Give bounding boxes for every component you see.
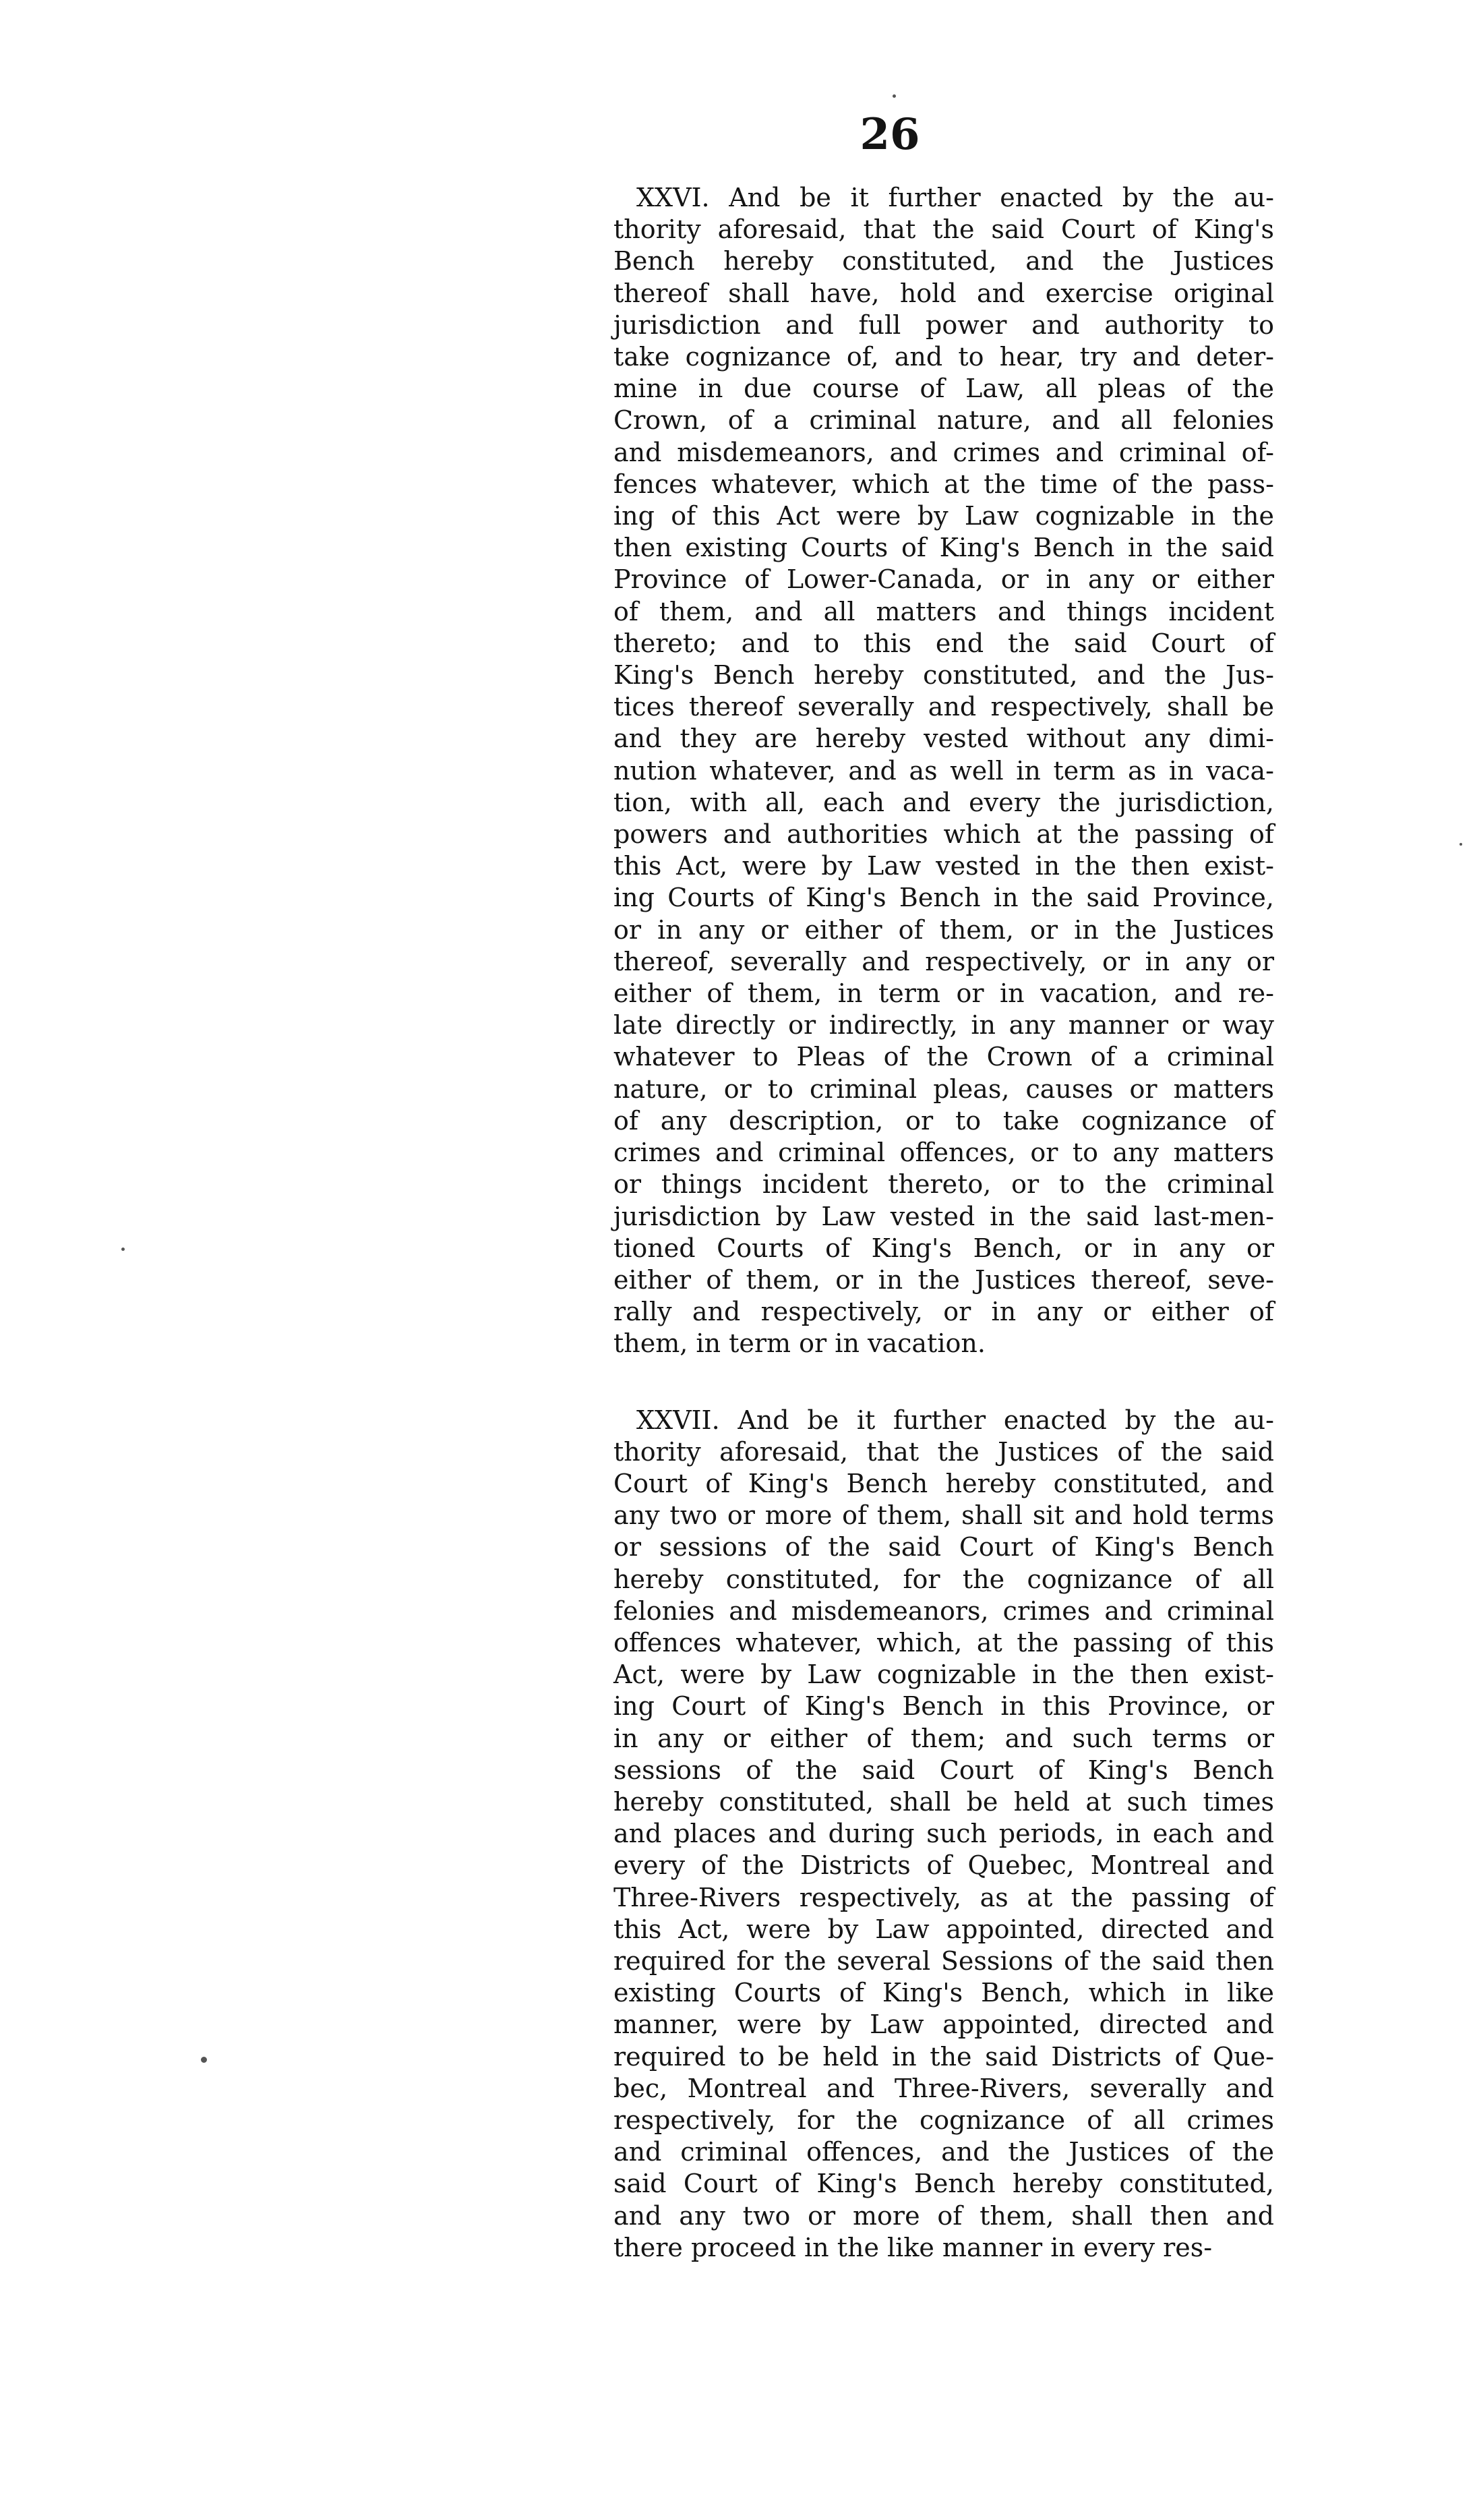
text-line: Province of Lower-Canada, or in any or either [613, 564, 1274, 595]
text-line: thereof, severally and respectively, or in any or [613, 946, 1274, 976]
section-xxvi [613, 182, 1274, 1360]
text-line: ing Court of King's Bench in this Province, or [613, 1691, 1274, 1722]
text-line: jurisdiction by Law vested in the said last-men- [613, 1201, 1274, 1231]
text-line: then existing Courts of King's Bench in the said [613, 533, 1274, 563]
text-line: of them, and all matters and things incident [613, 596, 1274, 626]
scan-speck [893, 94, 896, 98]
text-line: or in any or either of them, or in the Justices [613, 914, 1274, 945]
text-line: or sessions of the said Court of King's Bench [613, 1532, 1274, 1562]
text-line: bec, Montreal and Three-Rivers, severally and [613, 2073, 1274, 2103]
text-line: thereof shall have, hold and exercise original [613, 278, 1274, 308]
text-line: ing Courts of King's Bench in the said Province, [613, 883, 1274, 913]
text-line: jurisdiction and full power and authority to [613, 310, 1274, 340]
text-line: ing of this Act were by Law cognizable in the [613, 501, 1274, 531]
text-line: tioned Courts of King's Bench, or in any or [613, 1233, 1274, 1263]
text-line: required to be held in the said Districts of Que- [613, 2041, 1274, 2072]
text-line: powers and authorities which at the passing of [613, 819, 1274, 850]
text-line: them, in term or in vacation. [613, 1328, 986, 1359]
text-line: King's Bench hereby constituted, and the Jus- [613, 660, 1274, 691]
text-line: sessions of the said Court of King's Bench [613, 1755, 1274, 1785]
text-line: thereto; and to this end the said Court of [613, 628, 1274, 658]
text-line: take cognizance of, and to hear, try and deter- [613, 342, 1274, 372]
text-line: XXVI. And be it further enacted by the au- [636, 183, 1274, 212]
text-column [613, 182, 1274, 2264]
text-line: Three-Rivers respectively, as at the passing of [613, 1882, 1274, 1912]
text-line: said Court of King's Bench hereby constituted, [613, 2169, 1274, 2199]
text-line: offences whatever, which, at the passing of this [613, 1627, 1274, 1658]
text-line: and they are hereby vested without any dimi- [613, 724, 1274, 754]
text-line: crimes and criminal offences, or to any matters [613, 1138, 1274, 1168]
text-line: Court of King's Bench hereby constituted, and [613, 1468, 1274, 1498]
text-line: either of them, in term or in vacation, and re- [613, 978, 1274, 1009]
text-line: tices thereof severally and respectively, shall be [613, 692, 1274, 722]
text-line: hereby constituted, for the cognizance of all [613, 1564, 1274, 1594]
page-number: 26 [860, 109, 920, 160]
text-line: this Act, were by Law appointed, directed and [613, 1914, 1274, 1944]
text-line: this Act, were by Law vested in the then exist- [613, 851, 1274, 881]
text-line: whatever to Pleas of the Crown of a criminal [613, 1042, 1274, 1072]
text-line: mine in due course of Law, all pleas of the [613, 374, 1274, 404]
scan-speck [1459, 843, 1462, 846]
text-line: existing Courts of King's Bench, which in like [613, 1978, 1274, 2008]
text-line: XXVII. And be it further enacted by the au- [636, 1405, 1274, 1435]
text-line: felonies and misdemeanors, crimes and criminal [613, 1595, 1274, 1626]
text-line: manner, were by Law appointed, directed and [613, 2010, 1274, 2040]
text-line: Crown, of a criminal nature, and all felonies [613, 405, 1274, 436]
text-line: respectively, for the cognizance of all crimes [613, 2105, 1274, 2135]
text-line: of any description, or to take cognizance of [613, 1105, 1274, 1136]
text-line: and any two or more of them, shall then and [613, 2200, 1274, 2231]
text-line: and misdemeanors, and crimes and criminal of- [613, 437, 1274, 467]
text-line: there proceed in the like manner in every res- [613, 2232, 1213, 2262]
text-line: nature, or to criminal pleas, causes or matters [613, 1074, 1274, 1104]
text-line: thority aforesaid, that the said Court of King's [613, 214, 1274, 245]
text-line: hereby constituted, shall be held at such times [613, 1786, 1274, 1817]
text-line: tion, with all, each and every the jurisdiction, [613, 787, 1274, 817]
text-line: Bench hereby constituted, and the Justices [613, 246, 1274, 276]
text-line: every of the Districts of Quebec, Montreal and [613, 1850, 1274, 1881]
text-line: and criminal offences, and the Justices of the [613, 2137, 1274, 2167]
text-line: Act, were by Law cognizable in the then exist- [613, 1660, 1274, 1690]
text-line: and places and during such periods, in each and [613, 1819, 1274, 1849]
text-line: late directly or indirectly, in any manner or way [613, 1010, 1274, 1041]
text-line: thority aforesaid, that the Justices of the said [613, 1436, 1274, 1467]
text-line: required for the several Sessions of the said then [613, 1945, 1274, 1976]
scan-speck [121, 1248, 125, 1251]
section-xxvii [613, 1405, 1274, 2264]
text-line: either of them, or in the Justices thereof, seve- [613, 1264, 1274, 1295]
text-line: fences whatever, which at the time of the pass- [613, 469, 1274, 499]
text-line: in any or either of them; and such terms or [613, 1723, 1274, 1753]
text-line: any two or more of them, shall sit and hold terms [613, 1500, 1274, 1531]
text-line: or things incident thereto, or to the criminal [613, 1169, 1274, 1200]
text-line: nution whatever, and as well in term as in vaca- [613, 755, 1274, 786]
scan-speck [201, 2057, 207, 2063]
text-line: rally and respectively, or in any or either of [613, 1297, 1274, 1327]
